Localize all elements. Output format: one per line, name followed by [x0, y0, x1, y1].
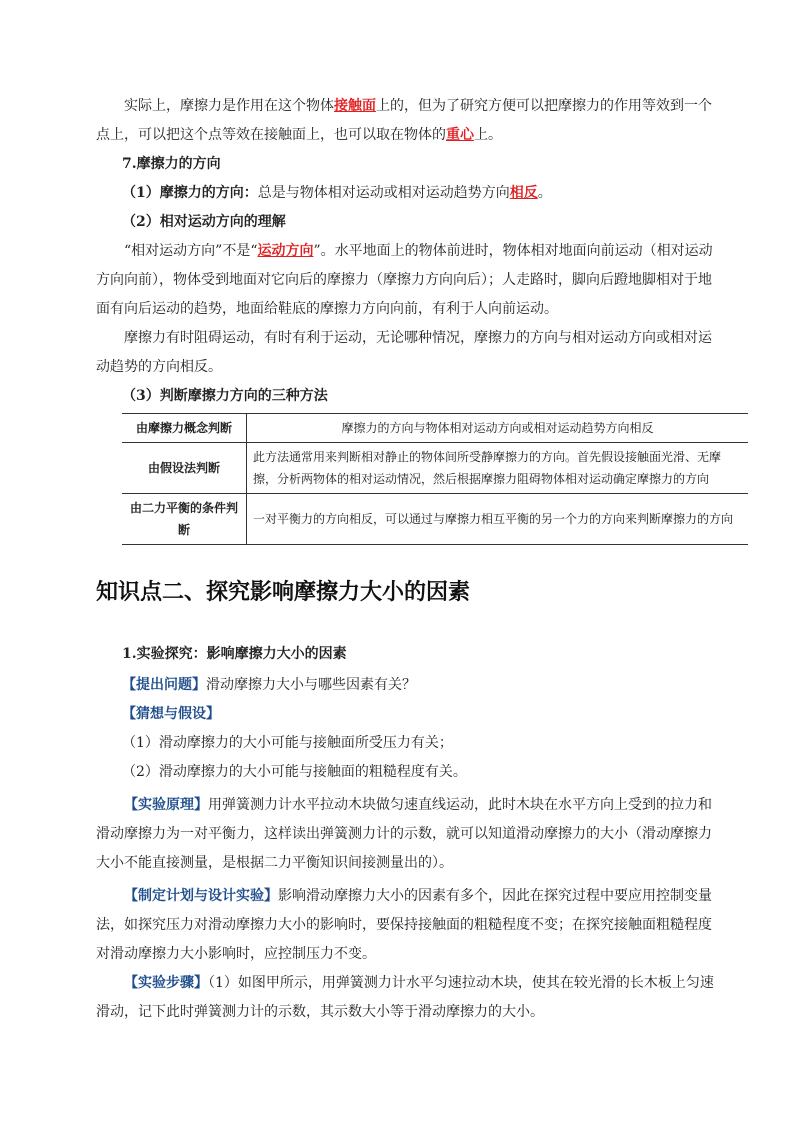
text-run: 。: [537, 185, 552, 201]
plan-paragraph: [96, 882, 718, 969]
steps-paragraph: [96, 969, 718, 1027]
subsection-1: [96, 179, 718, 208]
steps-tag: 【实验步骤】: [124, 975, 208, 991]
subsection-1-label: （1）摩擦力的方向：: [122, 185, 258, 201]
table-row: [122, 443, 748, 494]
text-run: （1）如图甲所示，用弹簧测力计水平匀速拉动木块，使其在较光滑的长木板上匀速滑动，记下此时弹簧测力计的示数，其示数大小等于滑动摩擦力的大小。: [96, 975, 714, 1020]
plan-tag: 【制定计划与设计实验】: [124, 888, 278, 904]
principle-tag: 【实验原理】: [124, 797, 208, 813]
experiment-title: 1.实验探究：影响摩擦力大小的因素: [122, 646, 347, 662]
hypothesis-2: （2）滑动摩擦力的大小可能与接触面的粗糙程度有关。: [122, 764, 467, 780]
hypothesis-1: （1）滑动摩擦力的大小可能与接触面所受压力有关；: [122, 735, 453, 751]
highlight-motion-direction: 运动方向: [257, 243, 314, 259]
text-run: ”。水平地面上的物体前进时，物体相对地面向前运动（相对运动方向向前），物体受到地面对它向后的摩擦力（摩擦力方向向后）；人走路时，脚向后蹬地脚相对于地面有向后运动的趋势，地面给鞋底的摩擦力方向向前，有利于人向前运动。: [96, 243, 713, 317]
section-7-title: 7.摩擦力的方向: [122, 156, 221, 172]
description-cell: 一对平衡力的方向相反，可以通过与摩擦力相互平衡的另一个力的方向来判断摩擦力的方向: [247, 494, 749, 545]
text-run: 用弹簧测力计水平拉动木块做匀速直线运动，此时木块在水平方向上受到的拉力和滑动摩擦力为一对平衡力，这样读出弹簧测力计的示数，就可以知道滑动摩擦力的大小（滑动摩擦力大小不能直接测量，是根据二力平衡知识间接测量出的）。: [96, 797, 712, 871]
text-run: 上。: [474, 127, 502, 143]
method-cell: 由假设法判断: [122, 443, 247, 494]
subsection-3-label: （3）判断摩擦力方向的三种方法: [122, 388, 328, 404]
highlight-opposite: 相反: [509, 185, 538, 201]
intro-paragraph: [96, 92, 718, 150]
subsection-2-label: （2）相对运动方向的理解: [122, 214, 286, 230]
method-cell: 由二力平衡的条件判断: [122, 494, 247, 545]
highlight-center-of-gravity: 重心: [446, 127, 474, 143]
table-row: [122, 414, 748, 443]
friction-effect-paragraph: 摩擦力有时阻碍运动，有时有利于运动，无论哪种情况，摩擦力的方向与相对运动方向或相对运动趋势的方向相反。: [96, 330, 712, 375]
text-run: 实际上，摩擦力是作用在这个物体: [124, 98, 334, 114]
principle-paragraph: [96, 791, 718, 878]
text-run: 滑动摩擦力大小与哪些因素有关？: [206, 677, 416, 693]
question-line: [96, 671, 718, 700]
method-cell: 由摩擦力概念判断: [122, 414, 247, 443]
knowledge-point-2-heading: 知识点二、探究影响摩擦力大小的因素: [96, 580, 471, 605]
methods-table: [122, 413, 748, 545]
question-tag: 【提出问题】: [122, 677, 206, 693]
text-run: “相对运动方向”不是“: [124, 243, 258, 259]
hypothesis-tag: [96, 700, 718, 729]
relative-motion-paragraph: [96, 237, 718, 324]
hypothesis-tag-text: 【猜想与假设】: [122, 706, 220, 722]
text-run: 总是与物体相对运动或相对运动趋势方向: [257, 185, 510, 201]
document-page: [96, 92, 734, 1027]
description-cell: 此方法通常用来判断相对静止的物体间所受静摩擦力的方向。首先假设接触面光滑、无摩擦，分析两物体的相对运动情况，然后根据摩擦力阻碍物体相对运动确定摩擦力的方向: [247, 443, 749, 494]
description-cell: 摩擦力的方向与物体相对运动方向或相对运动趋势方向相反: [247, 414, 749, 443]
text-run: 上的，但为了研究方便可以把摩擦力的作用等效到一个点上，可以把这个点等效在接触面上，也可以取在物体的: [96, 98, 712, 143]
text-run: 影响滑动摩擦力大小的因素有多个，因此在探究过程中要应用控制变量法，如探究压力对滑动摩擦力大小的影响时，要保持接触面的粗糙程度不变；在探究接触面粗糙程度对滑动摩擦力大小影响时，应控制压力不变。: [96, 888, 712, 962]
table-row: [122, 494, 748, 545]
highlight-contact-surface: 接触面: [334, 98, 376, 114]
